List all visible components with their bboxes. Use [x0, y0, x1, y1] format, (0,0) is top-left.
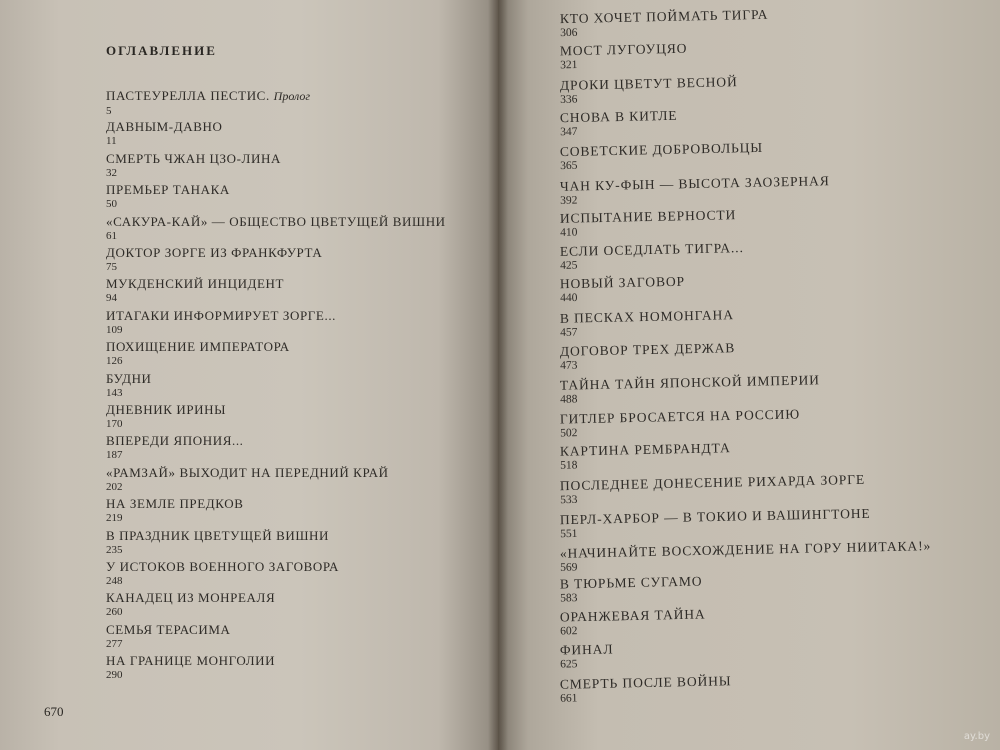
toc-entry-title-text: КАНАДЕЦ ИЗ МОНРЕАЛЯ — [106, 590, 276, 606]
toc-entry-title-text: СЕМЬЯ ТЕРАСИМА — [106, 621, 231, 637]
toc-entry-title-text: ТАЙНА ТАЙН ЯПОНСКОЙ ИМПЕРИИ — [559, 372, 820, 394]
toc-entry-page-number: 109 — [106, 323, 123, 336]
toc-entry — [106, 308, 336, 337]
toc-entry-title-text: БУДНИ — [106, 370, 152, 386]
toc-entry-page-number: 440 — [560, 292, 578, 305]
toc-entry — [106, 371, 152, 400]
toc-entry-title — [560, 108, 678, 125]
toc-entry — [106, 465, 389, 494]
toc-entry-title — [106, 371, 152, 386]
toc-entry — [560, 240, 744, 273]
toc-entry-title — [106, 433, 244, 448]
toc-entry — [106, 590, 275, 619]
toc-entry-title-text: МУКДЕНСКИЙ ИНЦИДЕНТ — [106, 276, 285, 292]
toc-entry-title — [560, 74, 738, 93]
toc-entry — [106, 276, 284, 305]
toc-entry-title-text: В ТЮРЬМЕ СУГАМО — [559, 573, 703, 592]
toc-entry-page-number: 143 — [106, 386, 123, 399]
toc-entry-page-number: 365 — [560, 159, 578, 173]
toc-entry-page-number: 94 — [106, 292, 117, 305]
toc-entry — [106, 496, 243, 525]
toc-entry-page-number: 602 — [560, 625, 578, 638]
toc-entry-title-text: СНОВА В КИТЛЕ — [559, 107, 678, 126]
toc-entry-page-number: 61 — [106, 229, 117, 242]
toc-entry-page-number: 347 — [560, 125, 578, 139]
toc-entry — [560, 472, 866, 507]
toc-entry-title-text: ДРОКИ ЦВЕТУТ ВЕСНОЙ — [559, 73, 738, 93]
toc-entry-title — [106, 214, 446, 229]
toc-entry-page-number: 202 — [106, 480, 123, 493]
toc-entry-title-text: ЧАН КУ-ФЫН — ВЫСОТА ЗАОЗЕРНАЯ — [559, 172, 830, 194]
toc-entry-title-text: СОВЕТСКИЕ ДОБРОВОЛЬЦЫ — [559, 140, 764, 160]
toc-entry-title — [106, 245, 322, 260]
toc-entry-title — [106, 528, 329, 543]
toc-entry-title-text: ПОХИЩЕНИЕ ИМПЕРАТОРА — [106, 339, 290, 355]
toc-heading: ОГЛАВЛЕНИЕ — [106, 43, 217, 58]
toc-entry-page-number: 336 — [560, 93, 578, 106]
toc-entry-page-number: 248 — [106, 575, 123, 587]
toc-entry-page-number: 50 — [106, 198, 117, 211]
toc-entry-title-text: ВПЕРЕДИ ЯПОНИЯ... — [106, 433, 244, 449]
toc-entry-title-text: ПАСТЕУРЕЛЛА ПЕСТИС. — [106, 88, 270, 103]
toc-entry-title-text: В ПЕСКАХ НОМОНГАНА — [559, 306, 735, 326]
toc-entry — [106, 528, 329, 557]
toc-entry — [106, 88, 310, 118]
toc-entry-page-number: 502 — [560, 426, 578, 440]
toc-entry — [560, 538, 932, 575]
toc-entry — [560, 505, 871, 541]
toc-entry — [560, 7, 769, 40]
toc-entry — [106, 119, 222, 148]
toc-entry-page-number: 661 — [560, 692, 578, 705]
toc-entry-title-text: ДАВНЫМ-ДАВНО — [106, 119, 223, 135]
right-page — [498, 0, 1000, 750]
toc-entry-title-text: ПЕРЛ-ХАРБОР — В ТОКИО И ВАШИНГТОНЕ — [559, 505, 871, 527]
toc-entry — [106, 151, 281, 180]
toc-entry-title-text: ИСПЫТАНИЕ ВЕРНОСТИ — [559, 206, 737, 226]
toc-entry-page-number: 392 — [560, 193, 578, 207]
toc-entry-page-number: 410 — [560, 226, 578, 239]
toc-entry-title — [560, 641, 614, 657]
toc-entry-title-text: КАРТИНА РЕМБРАНДТА — [559, 440, 731, 459]
toc-entry-title-text: В ПРАЗДНИК ЦВЕТУЩЕЙ ВИШНИ — [106, 527, 330, 543]
toc-entry-page-number: 170 — [106, 418, 123, 430]
toc-entry — [560, 340, 736, 373]
toc-entry-page-number: 321 — [560, 59, 578, 72]
toc-entry-page-number: 5 — [106, 105, 112, 117]
left-page — [0, 0, 498, 750]
toc-entry-page-number: 457 — [560, 326, 578, 339]
toc-entry-title-text: ДНЕВНИК ИРИНЫ — [106, 402, 227, 417]
toc-entry — [560, 406, 801, 440]
toc-entry — [560, 274, 686, 306]
toc-entry-title — [106, 182, 230, 197]
toc-entry — [106, 402, 226, 431]
toc-entry-page-number: 235 — [106, 543, 123, 556]
toc-entry-title-text: ГИТЛЕР БРОСАЕТСЯ НА РОССИЮ — [559, 406, 801, 427]
toc-entry-title — [106, 308, 336, 323]
toc-entry — [106, 653, 275, 682]
toc-entry — [106, 214, 446, 243]
toc-entry — [560, 607, 706, 639]
toc-entry-title-text: ПРЕМЬЕР ТАНАКА — [106, 182, 230, 198]
toc-entry-title — [106, 622, 230, 637]
toc-entry-page-number: 187 — [106, 449, 123, 462]
toc-entry — [560, 440, 731, 473]
toc-entry — [560, 641, 614, 671]
toc-entry-page-number: 219 — [106, 512, 123, 525]
toc-entry — [560, 574, 703, 606]
toc-entry-suffix: Пролог — [273, 89, 311, 103]
toc-entry-title — [560, 41, 688, 59]
toc-entry-title — [560, 274, 685, 292]
toc-entry-page-number: 306 — [560, 26, 578, 40]
toc-entry-title — [106, 88, 310, 104]
toc-entry-page-number: 583 — [560, 592, 578, 605]
toc-entry — [560, 108, 678, 139]
toc-entry-page-number: 425 — [560, 259, 578, 273]
toc-entry-title — [106, 465, 389, 480]
toc-entry-title-text: НА ГРАНИЦЕ МОНГОЛИИ — [106, 653, 276, 669]
toc-entry — [106, 182, 230, 211]
toc-entry-title-text: ОРАНЖЕВАЯ ТАЙНА — [559, 606, 706, 625]
toc-entry — [560, 307, 735, 340]
toc-entry-page-number: 75 — [106, 261, 117, 273]
toc-entry — [106, 559, 339, 588]
toc-entry-title — [560, 574, 703, 592]
toc-entry — [106, 245, 322, 274]
book-gutter — [488, 0, 508, 750]
toc-entry-title-text: «НАЧИНАЙТЕ ВОСХОЖДЕНИЕ НА ГОРУ НИИТАКА!» — [559, 537, 932, 561]
toc-entry-title — [106, 151, 281, 166]
toc-entry-title-text: ИТАГАКИ ИНФОРМИРУЕТ ЗОРГЕ... — [106, 307, 337, 323]
toc-entry-page-number: 290 — [106, 669, 123, 682]
toc-entry-title-text: СМЕРТЬ ПОСЛЕ ВОЙНЫ — [559, 673, 732, 692]
toc-entry — [560, 140, 764, 173]
toc-entry-page-number: 11 — [106, 135, 117, 148]
toc-entry-title-text: КТО ХОЧЕТ ПОЙМАТЬ ТИГРА — [559, 6, 769, 27]
toc-entry-title-text: У ИСТОКОВ ВОЕННОГО ЗАГОВОРА — [106, 559, 340, 574]
toc-entry-title — [106, 590, 275, 605]
toc-entry — [560, 207, 737, 240]
watermark: ay.by — [963, 731, 990, 742]
toc-entry-title — [106, 496, 243, 511]
toc-entry-title-text: ДОГОВОР ТРЕХ ДЕРЖАВ — [559, 340, 736, 359]
toc-entry-title-text: ПОСЛЕДНЕЕ ДОНЕСЕНИЕ РИХАРДА ЗОРГЕ — [559, 471, 866, 494]
toc-entry-title — [106, 653, 275, 668]
toc-entry-page-number: 32 — [106, 166, 117, 179]
toc-entry — [560, 74, 738, 107]
toc-entry-title-text: НОВЫЙ ЗАГОВОР — [559, 274, 686, 292]
toc-entry-page-number: 260 — [106, 606, 123, 619]
toc-entry-title-text: ФИНАЛ — [559, 641, 614, 658]
toc-entry-page-number: 625 — [560, 657, 578, 671]
toc-entry-page-number: 569 — [560, 561, 578, 574]
toc-entry-page-number: 533 — [560, 494, 578, 507]
toc-entry-title — [106, 276, 284, 291]
toc-entry-title — [560, 307, 734, 326]
toc-entry-page-number: 488 — [560, 393, 578, 407]
page-number: 670 — [44, 704, 64, 719]
toc-entry-title-text: «РАМЗАЙ» ВЫХОДИТ НА ПЕРЕДНИЙ КРАЙ — [106, 464, 389, 480]
toc-entry — [106, 622, 230, 651]
toc-entry-title — [106, 339, 290, 354]
toc-entry-page-number: 518 — [560, 459, 578, 472]
toc-entry-page-number: 126 — [106, 355, 123, 368]
toc-entry — [560, 673, 732, 706]
toc-entry-title-text: ЕСЛИ ОСЕДЛАТЬ ТИГРА... — [559, 240, 744, 260]
toc-entry-title — [106, 119, 222, 134]
toc-entry-page-number: 473 — [560, 359, 578, 372]
toc-entry-title — [106, 559, 339, 574]
toc-entry-page-number: 277 — [106, 637, 123, 650]
toc-entry — [560, 373, 821, 407]
toc-entry-title-text: ДОКТОР ЗОРГЕ ИЗ ФРАНКФУРТА — [106, 245, 323, 260]
toc-entry — [106, 339, 290, 368]
toc-entry — [560, 41, 688, 73]
toc-entry-title-text: МОСТ ЛУГОУЦЯО — [559, 40, 688, 59]
toc-entry-title-text: «САКУРА-КАЙ» — ОБЩЕСТВО ЦВЕТУЩЕЙ ВИШНИ — [106, 213, 446, 229]
toc-entry-title-text: СМЕРТЬ ЧЖАН ЦЗО-ЛИНА — [106, 150, 281, 166]
toc-entry — [106, 433, 244, 462]
toc-entry-title — [106, 402, 226, 417]
toc-entry-title-text: НА ЗЕМЛЕ ПРЕДКОВ — [106, 496, 244, 512]
toc-entry — [560, 173, 830, 208]
toc-entry-page-number: 551 — [560, 527, 578, 540]
